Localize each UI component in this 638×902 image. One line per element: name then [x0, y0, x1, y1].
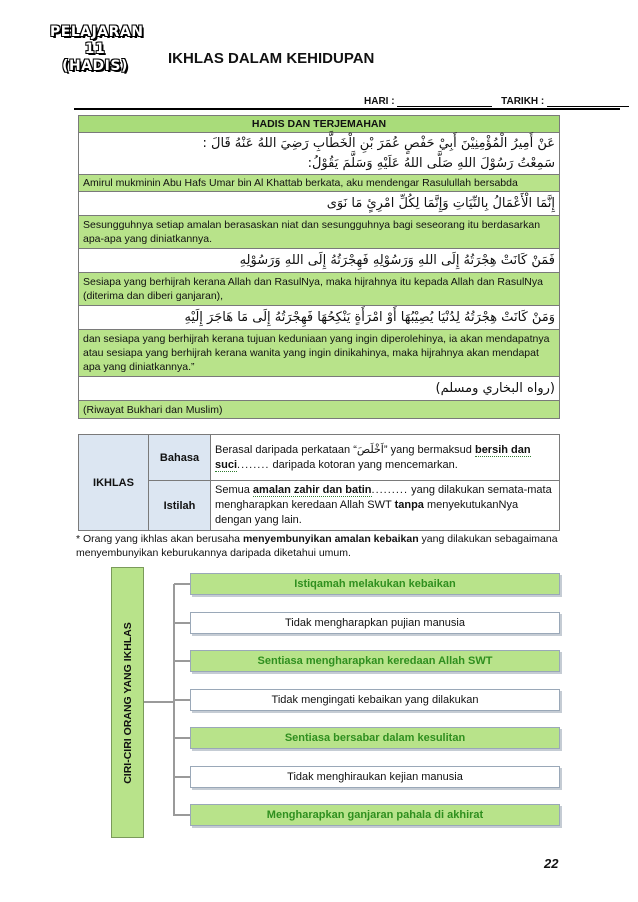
- header-rule: [74, 108, 620, 110]
- hadis-table-header: HADIS DAN TERJEMAHAN: [79, 116, 560, 133]
- bahasa-label: Bahasa: [149, 435, 211, 481]
- note-text-2: yang dilakukan sebagaimana menyembunyikan keburukannya daripada diketahui umum.: [76, 533, 558, 559]
- trait-item: Tidak menghiraukan kejian manusia: [190, 766, 560, 788]
- trait-item: Tidak mengharapkan pujian manusia: [190, 612, 560, 634]
- istilah-text-3: menyekutukanNya dengan yang lain.: [215, 499, 519, 526]
- trait-item: Sentiasa mengharapkan keredaan Allah SWT: [190, 650, 560, 672]
- traits-side-label: CIRI-CIRI ORANG YANG IKHLAS: [121, 621, 134, 784]
- traits-side-label-box: [111, 567, 144, 838]
- lesson-number: 11: [84, 41, 106, 57]
- tarikh-label: TARIKH :: [501, 96, 545, 107]
- page-number: 22: [544, 856, 559, 871]
- hadis-translation-2: Sesungguhnya setiap amalan berasaskan niat dan sesungguhnya bagi seseorang itu berdasarkan apa-apa yang diniatkannya.: [79, 216, 560, 249]
- trait-connector: [174, 583, 190, 585]
- hadis-arabic-1b: سَمِعْتُ رَسُوْلَ اللهِ صَلَّى اللهُ عَلَيْهِ وَسَلَّمَ يَقُوْلُ:: [307, 155, 555, 171]
- istilah-dots: .........: [371, 484, 409, 496]
- hadis-translation-3: Sesiapa yang berhijrah kerana Allah dan RasulNya, maka hijrahnya itu kepada Allah dan RasulNya (diterima dan diberi ganjaran),: [79, 273, 560, 306]
- istilah-definition: [211, 481, 560, 531]
- traits-connector-main: [144, 701, 174, 703]
- trait-connector: [174, 737, 190, 739]
- hadis-translation-5: (Riwayat Bukhari dan Muslim): [79, 401, 560, 419]
- tarikh-input-line[interactable]: [547, 96, 629, 107]
- lesson-category: (HADIS): [62, 58, 128, 74]
- istilah-answer: amalan zahir dan batin: [252, 484, 372, 496]
- bahasa-text-1: Berasal daripada perkataan “: [215, 444, 357, 456]
- ikhlas-label: IKHLAS: [79, 435, 149, 531]
- istilah-label: Istilah: [149, 481, 211, 531]
- bahasa-definition: [211, 435, 560, 481]
- hadis-arabic-4: وَمَنْ كَانَتْ هِجْرَتُهُ لِدُنْيَا يُصِيْبُهَا أَوْ امْرَأَةٍ يَنْكِحُهَا فَهِجْرَتُهُ إِلَى مَا هَاجَرَ إِلَيْهِ: [79, 306, 560, 330]
- lesson-label: PELAJARAN: [50, 24, 144, 40]
- trait-item: Mengharapkan ganjaran pahala di akhirat: [190, 804, 560, 826]
- bahasa-answer-2: suci: [215, 459, 238, 471]
- date-fields: [364, 96, 629, 107]
- hadis-arabic-1a: عَنْ أَمِيرُ الْمُؤْمِنِيْنَ أَبِيْ حَفْصٍ عُمَرَ بْنِ الْخَطَّابِ رَضِيَ اللهُ عَنْهُ قَالَ :: [202, 135, 555, 151]
- hadis-arabic-1: [79, 133, 560, 175]
- istilah-bold-word: tanpa: [394, 499, 424, 511]
- ikhlas-note: [76, 532, 566, 560]
- trait-item: Tidak mengingati kebaikan yang dilakukan: [190, 689, 560, 711]
- hadis-arabic-3: فَمَنْ كَانَتْ هِجْرَتُهُ إِلَى اللهِ وَرَسُوْلِهِ فَهِجْرَتُهُ إِلَى اللهِ وَرَسُوْلِهِ: [79, 249, 560, 273]
- page-title: IKHLAS DALAM KEHIDUPAN: [168, 50, 375, 67]
- trait-item: Istiqamah melakukan kebaikan: [190, 573, 560, 595]
- ikhlas-definition-table: [78, 434, 560, 531]
- bahasa-text-2: ” yang bermaksud: [383, 444, 475, 456]
- trait-connector: [174, 699, 190, 701]
- hari-input-line[interactable]: [397, 96, 492, 107]
- istilah-text-1: Semua: [215, 484, 253, 496]
- trait-connector: [174, 814, 190, 816]
- hadis-arabic-5: (رواه البخاري ومسلم): [79, 377, 560, 401]
- hadis-arabic-2: إِنَّمَا الْأَعْمَالُ بِالنِّيَاتِ وَإِنَّمَا لِكُلِّ امْرِئٍ مَا نَوَى: [79, 192, 560, 216]
- hadis-table: [78, 115, 560, 419]
- trait-item: Sentiasa bersabar dalam kesulitan: [190, 727, 560, 749]
- lesson-badge: [50, 24, 144, 75]
- istilah-text-2: yang dilakukan semata-mata mengharapkan keredaan Allah SWT: [215, 484, 552, 511]
- bahasa-text-3: daripada kotoran yang mencemarkan.: [269, 459, 458, 471]
- trait-connector: [174, 776, 190, 778]
- hari-label: HARI :: [364, 96, 395, 107]
- hadis-translation-1: Amirul mukminin Abu Hafs Umar bin Al Khattab berkata, aku mendengar Rasulullah bersabda: [79, 175, 560, 192]
- note-bold: menyembunyikan amalan kebaikan: [242, 533, 419, 545]
- bahasa-dots: ........: [237, 459, 270, 471]
- trait-connector: [174, 622, 190, 624]
- bahasa-answer-1: bersih dan: [474, 444, 531, 456]
- hadis-translation-4: dan sesiapa yang berhijrah kerana tujuan keduniaan yang ingin diperolehinya, ia akan mendapatnya atau sesiapa yang berhijrah kerana wanita yang ingin dinikahinya, maka hijrahnya akan mendapat apa yang diniatkannya.”: [79, 330, 560, 377]
- trait-connector: [174, 660, 190, 662]
- note-text-1: * Orang yang ikhlas akan berusaha: [76, 533, 243, 545]
- bahasa-arabic-word: اَخْلَصَ: [356, 443, 384, 456]
